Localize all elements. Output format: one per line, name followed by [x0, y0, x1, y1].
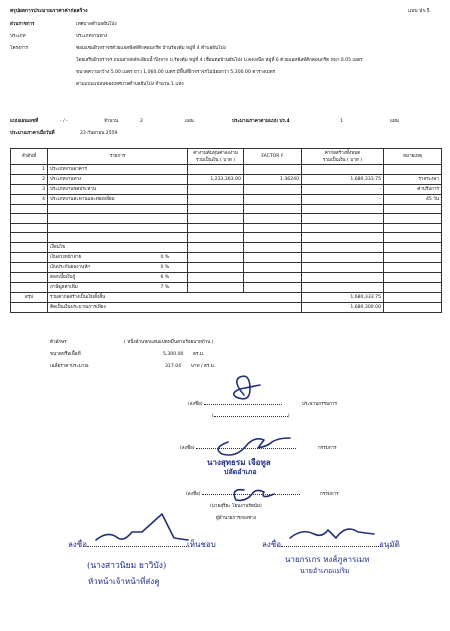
approval-left-line: ลงชื่อ เห็นชอบ: [68, 540, 216, 549]
condition-label: เงื่อนไข: [48, 242, 188, 252]
row-no: 1: [11, 165, 48, 175]
row-total: 1,680,333.75: [302, 175, 384, 185]
signature-line-2: (ลงชื่อ): [180, 446, 296, 451]
signature-name-3: (นายสุริยะ โยนงานรัตนัม): [210, 504, 262, 509]
approval-right-line: ลงชื่อ อนุมัติ: [262, 540, 400, 549]
area-label: ขนาดหรือเนื้อที่: [50, 352, 81, 357]
signature-role-2: กรรมการ: [318, 446, 337, 451]
signature-role-3: กรรมการ: [320, 492, 339, 497]
row-item: ประเภทงานสะพานและท่อเหลี่ยม: [48, 195, 188, 205]
summary-row-label: รวมค่าก่อสร้างเป็นเงินทั้งสิ้น: [48, 292, 302, 302]
avg-label: เฉลี่ยราคาประมาณ: [50, 364, 89, 369]
header-remark: หมายเหตุ: [384, 149, 442, 165]
row-total: -: [302, 195, 384, 205]
sheets-label-2: แผ่น: [390, 119, 399, 124]
words-value: ( หนึ่งล้านหกแสนแปดหมื่นสามร้อยบาทถ้วน ): [124, 340, 214, 345]
header-total: ค่าก่อสร้างทั้งหมด รวมเป็นเงิน ( บาท ): [302, 149, 384, 165]
stamp-title: ปลัดอำเภอ: [224, 467, 257, 476]
qty-label: จำนวน: [104, 119, 119, 124]
signature-line-3: (ลงชื่อ): [186, 492, 300, 497]
words-label: ตัวอักษร: [50, 340, 67, 345]
stamp-name: นางสุทธรม เจือทูล: [207, 457, 271, 467]
signature-scribble-5: [290, 529, 374, 538]
condition-value: 0 %: [160, 264, 170, 270]
row-item: ประเภทงานชลประทาน: [48, 185, 188, 195]
form-no-label: แบบแผนเลขที่: [10, 119, 39, 124]
approval-right-name: นายกรเกร หงส์ภูลารเมท: [285, 555, 370, 564]
avg-unit: บาท / ตร.ม.: [191, 364, 216, 369]
area-unit: ตร.ม.: [193, 352, 205, 357]
signature-scribble-2: [218, 438, 290, 455]
row-total: -: [302, 185, 384, 195]
row-no: 4: [11, 195, 48, 205]
summary-row-total: 1,680,300.00: [302, 302, 384, 312]
condition-value: 6 %: [160, 274, 170, 280]
row-item: ประเภทงานอาคาร: [48, 165, 188, 175]
row-factor: 1.36240: [244, 175, 302, 185]
sheets-label: แผ่น: [185, 119, 194, 124]
header-factor: FACTOR F: [244, 149, 302, 165]
row-no: 3: [11, 185, 48, 195]
signature-role-1: ประธานกรรมการ: [302, 402, 337, 407]
condition-label: ภาษีมูลค่าเพิ่ม 7 %: [48, 282, 188, 292]
header-item: รายการ: [48, 149, 188, 165]
row-no: 2: [11, 175, 48, 185]
row-remark: ค่าปรับการ: [384, 185, 442, 195]
signature-scribble-3: [234, 490, 274, 501]
document-title: สรุปผลการประมาณราคาค่าก่อสร้าง: [10, 8, 88, 14]
signature-scribble-4: [96, 514, 188, 540]
date-label: ประมาณราคาเมื่อวันที่: [10, 131, 55, 136]
area-value: 5,300.00: [163, 352, 184, 357]
condition-value: 7 %: [160, 284, 170, 290]
summary-label: สรุป: [11, 292, 48, 302]
row-item: ประเภทงานทาง: [48, 175, 188, 185]
project-desc-line-2: ขนาดความกว้าง 5.00 เมตร ยาว 1,060.00 เมตร มีพื้นที่ผิวจราจรไม่น้อยกว่า 5,300.00 ตารางเมตร: [76, 70, 276, 75]
approval-right-title: นายอำเภอแม่ริม: [300, 567, 350, 575]
condition-value: 0 %: [160, 254, 170, 260]
estimate-label: ประมาณราคาตามแบบ ปร.4: [232, 119, 290, 124]
field-value-type: ประเภทงานทาง: [76, 34, 108, 39]
row-remark: 45 วัน: [384, 195, 442, 205]
signature-scribble-1: [234, 376, 260, 399]
condition-label: เงินล่วงหน้าจ่าย 0 %: [48, 252, 188, 262]
qty-value: 2: [140, 119, 143, 124]
field-label-type: ประเภท: [10, 34, 26, 39]
header-no: ลำดับที่: [11, 149, 48, 165]
field-value-project: ซ่อมแซมผิวจราจรด้วยแอสฟัลท์ติกคอนกรีต บ้านร้องตุ้ม หมู่ที่ 4 ตำบลยันโป่ง: [76, 46, 226, 51]
field-label-project: โครงการ: [10, 46, 29, 51]
estimate-value: 1: [340, 119, 343, 124]
field-value-agency: เทศบาลตำบลยันโป่ง: [76, 22, 117, 27]
project-desc-line-1: โดยเสริมผิวจราจร ถนนสายหลักเลียบน้ำปิงจาก บ.ร้องตุ้ม หมู่ที่ 4 เชื่อมต่อบ้านยันโป่ง บ.ดงเหนือ หมู่ที่ 6 ด้วยแอสฟัลท์ติกคอนกรีต หนา 0.05 เมตร: [76, 58, 363, 63]
approval-left-title: หัวหน้าเจ้าหน้าที่ส่งคู: [88, 577, 160, 586]
summary-row-total: 1,680,333.75: [302, 292, 384, 302]
condition-label: เงินประกันผลงานหัก 0 %: [48, 262, 188, 272]
avg-value: 317.04: [165, 364, 182, 369]
row-cost: 1,233,363.00: [188, 175, 244, 185]
form-no-value: - / -: [60, 119, 68, 124]
form-code: แบบ ปร.5: [408, 8, 430, 14]
row-remark: รวจระงพา: [384, 175, 442, 185]
summary-row-label: คิดเป็นเงินประมาณการเพียง: [48, 302, 302, 312]
date-value: 23 กันยายน 2559: [80, 131, 118, 136]
approval-left-name: (นางสาวนิยม ยาวิบัง): [87, 561, 167, 571]
field-label-agency: ส่วนราชการ: [10, 22, 35, 27]
signature-line-1: (ลงชื่อ): [188, 402, 282, 407]
approver-title: ผู้อำนวยการกองช่าง: [216, 516, 256, 521]
project-desc-line-3: ตามแบบแปลนของเทศบาลตำบลยันโป่ง จำนวน 1 แห่ง: [76, 82, 184, 87]
condition-label: ดอกเบี้ยเงินกู้ 6 %: [48, 272, 188, 282]
header-cost: ค่างานต้นทุนค่าลงงาน รวมเป็นเงิน ( บาท ): [188, 149, 244, 165]
